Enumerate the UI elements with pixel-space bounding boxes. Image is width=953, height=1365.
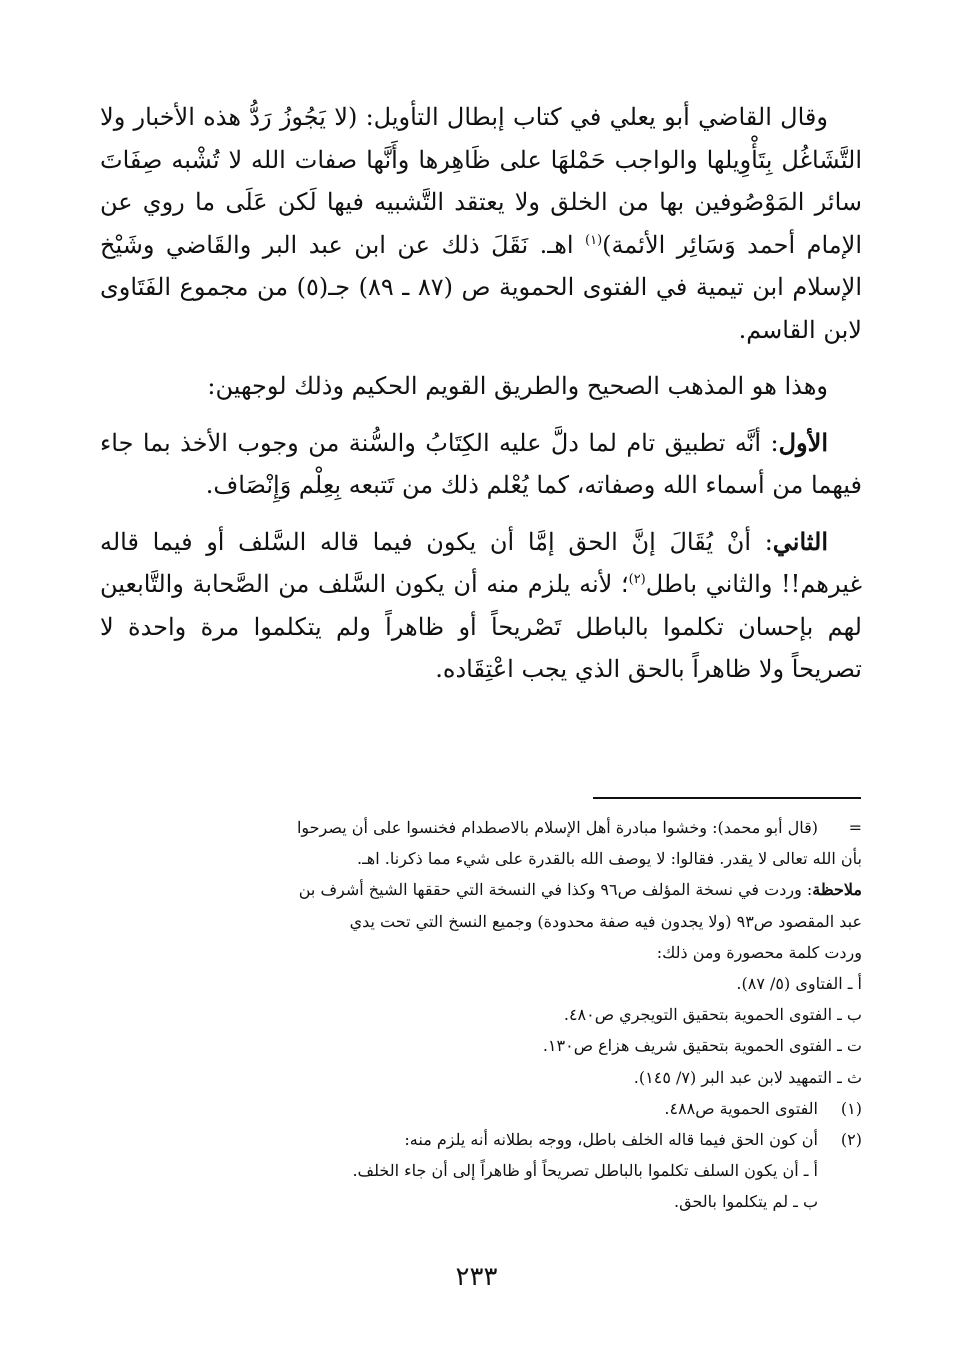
paragraph-second-reason (100, 521, 862, 691)
paragraph-text: : أنْ يُقَالَ إنَّ الحق إمَّا أن يكون فيما قاله السَّلف أو فيما قاله غيرهم!! والثاني باطل (100, 527, 862, 598)
footnote-2-item: ب ـ لم يتكلموا بالحق. (674, 1192, 818, 1212)
paragraph-two-reasons (100, 365, 862, 408)
footnote-2: (٢)أن كون الحق فيما قاله الخلف باطل، ووجه بطلانه أنه يلزم منه: (100, 1124, 862, 1155)
note-line: ملاحظة: وردت في نسخة المؤلف ص٩٦ وكذا في النسخة التي حققها الشيخ أشرف بن (298, 880, 862, 900)
page-number: ٢٣٣ (455, 1262, 498, 1292)
paragraph-text: اهـ. نَقَلَ ذلك عن ابن عبد البر والقَاضي وشَيْخ الإسلام ابن تيمية في الفتوى الحموية ص (٨٧ ـ ٨٩) جـ(٥) من مجموع الفَتَاوى لابن القاسم. (100, 230, 862, 344)
footnote-ref-2: (٢) (628, 572, 646, 587)
footnote-1-mark: (١) (840, 1098, 862, 1118)
paragraph-qadi-abu-yala (100, 96, 862, 351)
footnote-2-mark: (٢) (840, 1130, 862, 1150)
main-text (100, 96, 862, 705)
paragraph-text: : أنَّه تطبيق تام لما دلَّ عليه الكِتَابُ والسُّنة من وجوب الأخذ بما جاء فيهما من أسماء الله وصفاته، كما يُعْلم ذلك من تَتبعه بِعِلْم وَإِنْصَاف. (100, 428, 862, 499)
note-list-item: ب ـ الفتوى الحموية بتحقيق التويجري ص٤٨٠. (563, 1005, 862, 1025)
paragraph-text: وقال القاضي أبو يعلي في كتاب إبطال التأويل: (لا يَجُوزُ رَدُّ هذه الأخبار ولا التَّشَاغُل بِتَأْوِيلها والواجب حَمْلهَا على ظَاهِرها وأَنَّها صفات الله لا تُشْبه صِفَاتَ سائر المَوْصُوفين بها من الخلق ولا يعتقد التَّشبيه فيها لَكن عَلَى ما روي عن الإمام أحمد وَسَائِر الأئمة) (100, 103, 862, 259)
paragraph-text: وهذا هو المذهب الصحيح والطريق القويم الحكيم وذلك لوجهين: (207, 372, 828, 400)
paragraph-first-reason (100, 422, 862, 507)
footnote-separator (593, 797, 861, 799)
second-reason-label: الثاني (772, 526, 828, 556)
footnote-continuation-line: =(قال أبو محمد): وخشوا مبادرة أهل الإسلام بالاصطدام فخنسوا على أن يصرحوا (100, 812, 862, 843)
note-list-item: أ ـ الفتاوى (٥/ ٨٧). (736, 974, 862, 994)
continuation-mark: = (848, 818, 862, 837)
footnote-ref-1: (١) (585, 232, 603, 248)
footnote-continuation-line: بأن الله تعالى لا يقدر. فقالوا: لا يوصف الله بالقدرة على شيء مما ذكرنا. اهـ. (357, 849, 862, 869)
note-line: عبد المقصود ص٩٣ (ولا يجدون فيه صفة محدودة) وجميع النسخ التي تحت يدي (349, 911, 862, 931)
note-list-item: ث ـ التمهيد لابن عبد البر (٧/ ١٤٥). (633, 1067, 862, 1087)
note-line: وردت كلمة محصورة ومن ذلك: (656, 942, 862, 962)
paragraph-text: ؛ لأنه يلزم منه أن يكون السَّلف من الصَّحابة والتَّابعين لهم بإحسان تكلموا بالباطل تَصْريحاً أو ظاهراً ولم يتكلموا مرة واحدة لا تصريحاً ولا ظاهراً بالحق الذي يجب اعْتِقَاده. (100, 570, 862, 683)
footnote-2-item: أ ـ أن يكون السلف تكلموا بالباطل تصريحاً أو ظاهراً إلى أن جاء الخلف. (352, 1161, 818, 1181)
footnotes (100, 812, 862, 1218)
note-label: ملاحظة (812, 880, 862, 900)
footnote-1: (١)الفتوى الحموية ص٤٨٨. (100, 1093, 862, 1124)
first-reason-label: الأول (778, 427, 828, 457)
note-list-item: ت ـ الفتوى الحموية بتحقيق شريف هزاع ص١٣٠. (542, 1036, 862, 1056)
